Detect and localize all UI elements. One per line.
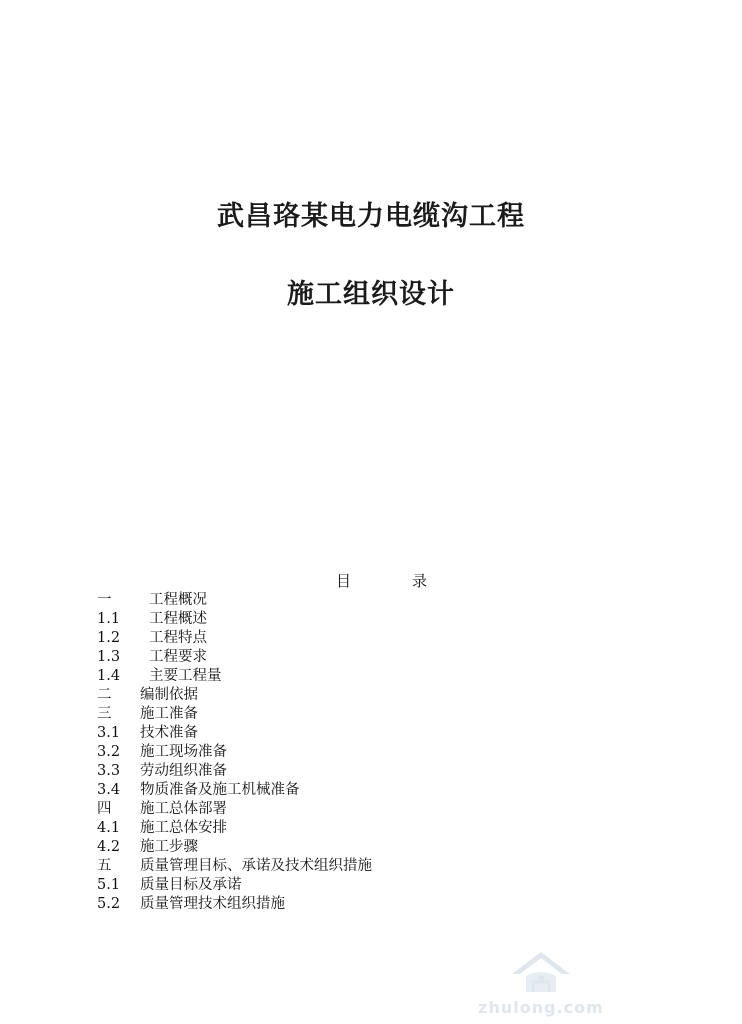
zhulong-logo-icon <box>480 948 602 996</box>
toc-item-number: 1.4 <box>97 668 121 684</box>
toc-item-text: 工程概况 <box>149 592 207 608</box>
toc-item-text: 主要工程量 <box>149 668 222 684</box>
toc-item-number: 1.3 <box>97 649 121 665</box>
toc-item-text: 编制依据 <box>140 687 198 703</box>
document-title: 武昌珞某电力电缆沟工程 <box>217 201 525 232</box>
toc-heading <box>0 571 742 591</box>
toc-item-number: 四 <box>97 801 112 817</box>
toc-item-text: 施工总体安排 <box>140 820 227 836</box>
watermark-text: zhulong.com <box>478 998 604 1017</box>
document-subtitle: 施工组织设计 <box>287 279 455 310</box>
toc-item-number: 一 <box>97 592 112 608</box>
toc-item-text: 质量管理技术组织措施 <box>140 896 285 912</box>
toc-item-number: 3.1 <box>97 725 121 741</box>
toc-item-text: 工程特点 <box>149 630 207 646</box>
toc-item-number: 1.2 <box>97 630 121 646</box>
watermark <box>466 948 616 1018</box>
toc-item-number: 4.2 <box>97 839 121 855</box>
toc-heading-left: 目 <box>336 572 352 590</box>
toc-item-text: 工程要求 <box>149 649 207 665</box>
toc-item-number: 1.1 <box>97 611 121 627</box>
toc-item-text: 施工现场准备 <box>140 744 227 760</box>
toc-item-number: 3.4 <box>97 782 121 798</box>
toc-item-number: 3.3 <box>97 763 121 779</box>
toc-item-text: 质量管理目标、承诺及技术组织措施 <box>140 858 372 874</box>
toc-item-text: 劳动组织准备 <box>140 763 227 779</box>
toc-item-number: 5.1 <box>97 877 121 893</box>
toc-item-text: 施工总体部署 <box>140 801 227 817</box>
toc-item-number: 二 <box>97 687 112 703</box>
toc-item-number: 5.2 <box>97 896 121 912</box>
toc-item-text: 施工步骤 <box>140 839 198 855</box>
toc-item-number: 3.2 <box>97 744 121 760</box>
toc-item-text: 工程概述 <box>149 611 207 627</box>
toc-heading-right: 录 <box>412 572 428 590</box>
toc-item-number: 五 <box>97 858 112 874</box>
toc-item-text: 施工准备 <box>140 706 198 722</box>
toc-item-text: 技术准备 <box>140 725 198 741</box>
toc-item-text: 质量目标及承诺 <box>140 877 242 893</box>
toc-item-text: 物质准备及施工机械准备 <box>140 782 300 798</box>
toc-item-number: 4.1 <box>97 820 121 836</box>
toc-item-number: 三 <box>97 706 112 722</box>
